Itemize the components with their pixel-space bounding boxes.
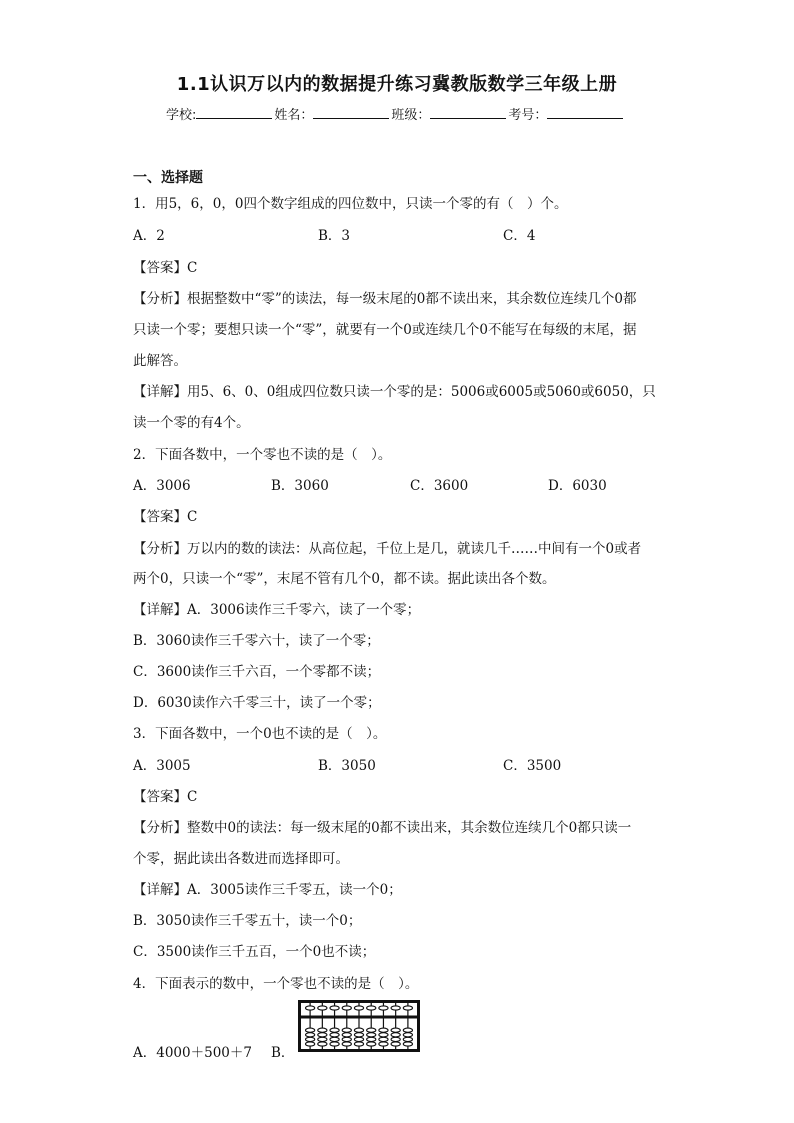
detail-tag: 【详解】	[133, 882, 187, 898]
abacus-bead-lower	[330, 1042, 339, 1046]
abacus-bead-lower	[367, 1028, 376, 1032]
q2-analysis-line-1	[133, 537, 641, 557]
abacus-bead-lower	[391, 1042, 400, 1046]
q2-detail-line-3: C．3600读作三千六百，一个零都不读；	[133, 664, 381, 680]
q1-detail-line-2: 读一个零的有4个。	[133, 415, 250, 431]
abacus-bead-lower	[330, 1028, 339, 1032]
detail-tag: 【详解】	[133, 384, 187, 400]
analysis-tag: 【分析】	[133, 541, 187, 557]
abacus-bead-lower	[306, 1028, 315, 1032]
q3-analysis-line-2: 个零，据此读出各数进而选择即可。	[133, 851, 349, 867]
abacus-bead-lower	[306, 1042, 315, 1046]
abacus-bead-lower	[318, 1033, 327, 1037]
abacus-bead-lower	[306, 1037, 315, 1041]
q1-answer	[133, 256, 197, 276]
q2-answer	[133, 505, 197, 525]
q2-option-b: B．3060	[271, 478, 329, 494]
abacus-bead-upper	[306, 1006, 315, 1010]
detail-tag: 【详解】	[133, 602, 187, 618]
q3-detail-line-1	[133, 878, 402, 898]
abacus-bead-lower	[354, 1028, 363, 1032]
q3-analysis-line-1	[133, 816, 631, 836]
abacus-image	[298, 1000, 420, 1052]
abacus-bead-lower	[354, 1037, 363, 1041]
answer-tag: 【答案】	[133, 509, 187, 525]
abacus-bead-lower	[391, 1033, 400, 1037]
abacus-bead-lower	[379, 1028, 388, 1032]
q2-option-a: A．3006	[133, 478, 191, 494]
q1-stem: 1．用5，6，0，0四个数字组成的四位数中，只读一个零的有（ ）个。	[133, 196, 568, 212]
abacus-bead-lower	[403, 1042, 412, 1046]
q3-detail-line-3: C．3500读作三千五百，一个0也不读；	[133, 944, 376, 960]
q3-option-a: A．3005	[133, 758, 191, 774]
answer-value: C	[187, 509, 198, 525]
answer-value: C	[187, 260, 198, 276]
detail-text: A．3005读作三千零五，读一个0；	[187, 882, 402, 898]
abacus-bead-upper	[403, 1006, 412, 1010]
abacus-bead-upper	[379, 1006, 388, 1010]
analysis-text: 根据整数中“零”的读法，每一级末尾的0都不读出来，其余数位连续几个0都	[187, 291, 637, 307]
exam-no-label: 考号：	[508, 108, 548, 123]
name-blank[interactable]	[313, 106, 389, 119]
q4-option-b: B．	[271, 1045, 295, 1061]
abacus-bead-lower	[391, 1028, 400, 1032]
abacus-bead-lower	[342, 1033, 351, 1037]
abacus-bead-lower	[379, 1042, 388, 1046]
exam-no-blank[interactable]	[547, 106, 623, 119]
q1-analysis-line-1	[133, 287, 636, 307]
answer-value: C	[187, 789, 198, 805]
answer-tag: 【答案】	[133, 260, 187, 276]
abacus-beam	[300, 1016, 418, 1019]
abacus-bead-lower	[367, 1033, 376, 1037]
abacus-bead-lower	[367, 1042, 376, 1046]
q4-option-a: A．4000＋500＋7	[133, 1045, 252, 1061]
page-title: 1.1认识万以内的数据提升练习冀教版数学三年级上册	[176, 74, 618, 95]
q3-option-b: B．3050	[318, 758, 376, 774]
abacus-bead-lower	[391, 1037, 400, 1041]
abacus-bead-lower	[367, 1037, 376, 1041]
abacus-bead-upper	[367, 1006, 376, 1010]
q1-analysis-line-3: 此解答。	[133, 353, 187, 369]
abacus-bead-lower	[403, 1028, 412, 1032]
abacus-bead-lower	[330, 1037, 339, 1041]
abacus-bead-lower	[379, 1033, 388, 1037]
detail-text: 用5、6、0、0组成四位数只读一个零的是：5006或6005或5060或6050，只	[187, 384, 656, 400]
abacus-bead-lower	[342, 1042, 351, 1046]
abacus-bead-upper	[318, 1006, 327, 1010]
q3-detail-line-2: B．3050读作三千零五十，读一个0；	[133, 913, 362, 929]
abacus-bead-upper	[330, 1006, 339, 1010]
school-blank[interactable]	[196, 106, 272, 119]
student-info-line	[166, 104, 625, 123]
class-blank[interactable]	[430, 106, 506, 119]
abacus-bead-upper	[342, 1006, 351, 1010]
section-title: 一、选择题	[133, 170, 203, 186]
q3-stem: 3．下面各数中，一个0也不读的是（ ）。	[133, 726, 387, 742]
q3-option-c: C．3500	[503, 758, 562, 774]
q2-option-d: D．6030	[548, 478, 607, 494]
q4-stem: 4．下面表示的数中，一个零也不读的是（ ）。	[133, 976, 419, 992]
answer-tag: 【答案】	[133, 789, 187, 805]
abacus-bead-upper	[354, 1006, 363, 1010]
q1-option-c: C．4	[503, 228, 536, 244]
q3-answer	[133, 785, 197, 805]
abacus-bead-lower	[354, 1033, 363, 1037]
abacus-bead-upper	[391, 1006, 400, 1010]
q2-detail-line-2: B．3060读作三千零六十，读了一个零；	[133, 633, 380, 649]
analysis-text: 整数中0的读法：每一级末尾的0都不读出来，其余数位连续几个0都只读一	[187, 820, 632, 836]
analysis-tag: 【分析】	[133, 820, 187, 836]
q2-detail-line-1	[133, 598, 420, 618]
school-label: 学校:	[166, 108, 197, 123]
q2-stem: 2．下面各数中，一个零也不读的是（ ）。	[133, 447, 392, 463]
abacus-bead-lower	[330, 1033, 339, 1037]
abacus-bead-lower	[318, 1042, 327, 1046]
abacus-bead-lower	[403, 1037, 412, 1041]
analysis-text: 万以内的数的读法：从高位起，千位上是几，就读几千……中间有一个0或者	[187, 541, 642, 557]
q1-analysis-line-2: 只读一个零；要想只读一个“零”，就要有一个0或连续几个0不能写在每级的末尾，据	[133, 322, 637, 338]
q2-option-c: C．3600	[410, 478, 469, 494]
name-label: 姓名：	[274, 108, 314, 123]
q2-analysis-line-2: 两个0，只读一个“零”，末尾不管有几个0，都不读。据此读出各个数。	[133, 571, 556, 587]
abacus-bead-lower	[379, 1037, 388, 1041]
q1-option-a: A．2	[133, 228, 165, 244]
class-label: 班级：	[391, 108, 431, 123]
q2-detail-line-4: D．6030读作六千零三十，读了一个零；	[133, 695, 381, 711]
q1-detail-line-1	[133, 380, 656, 400]
abacus-bead-lower	[318, 1037, 327, 1041]
abacus-bead-lower	[306, 1033, 315, 1037]
abacus-bead-lower	[342, 1037, 351, 1041]
q1-option-b: B．3	[318, 228, 351, 244]
abacus-bead-lower	[354, 1042, 363, 1046]
abacus-bead-lower	[403, 1033, 412, 1037]
detail-text: A．3006读作三千零六，读了一个零；	[187, 602, 421, 618]
abacus-bead-lower	[342, 1028, 351, 1032]
analysis-tag: 【分析】	[133, 291, 187, 307]
abacus-bead-lower	[318, 1028, 327, 1032]
